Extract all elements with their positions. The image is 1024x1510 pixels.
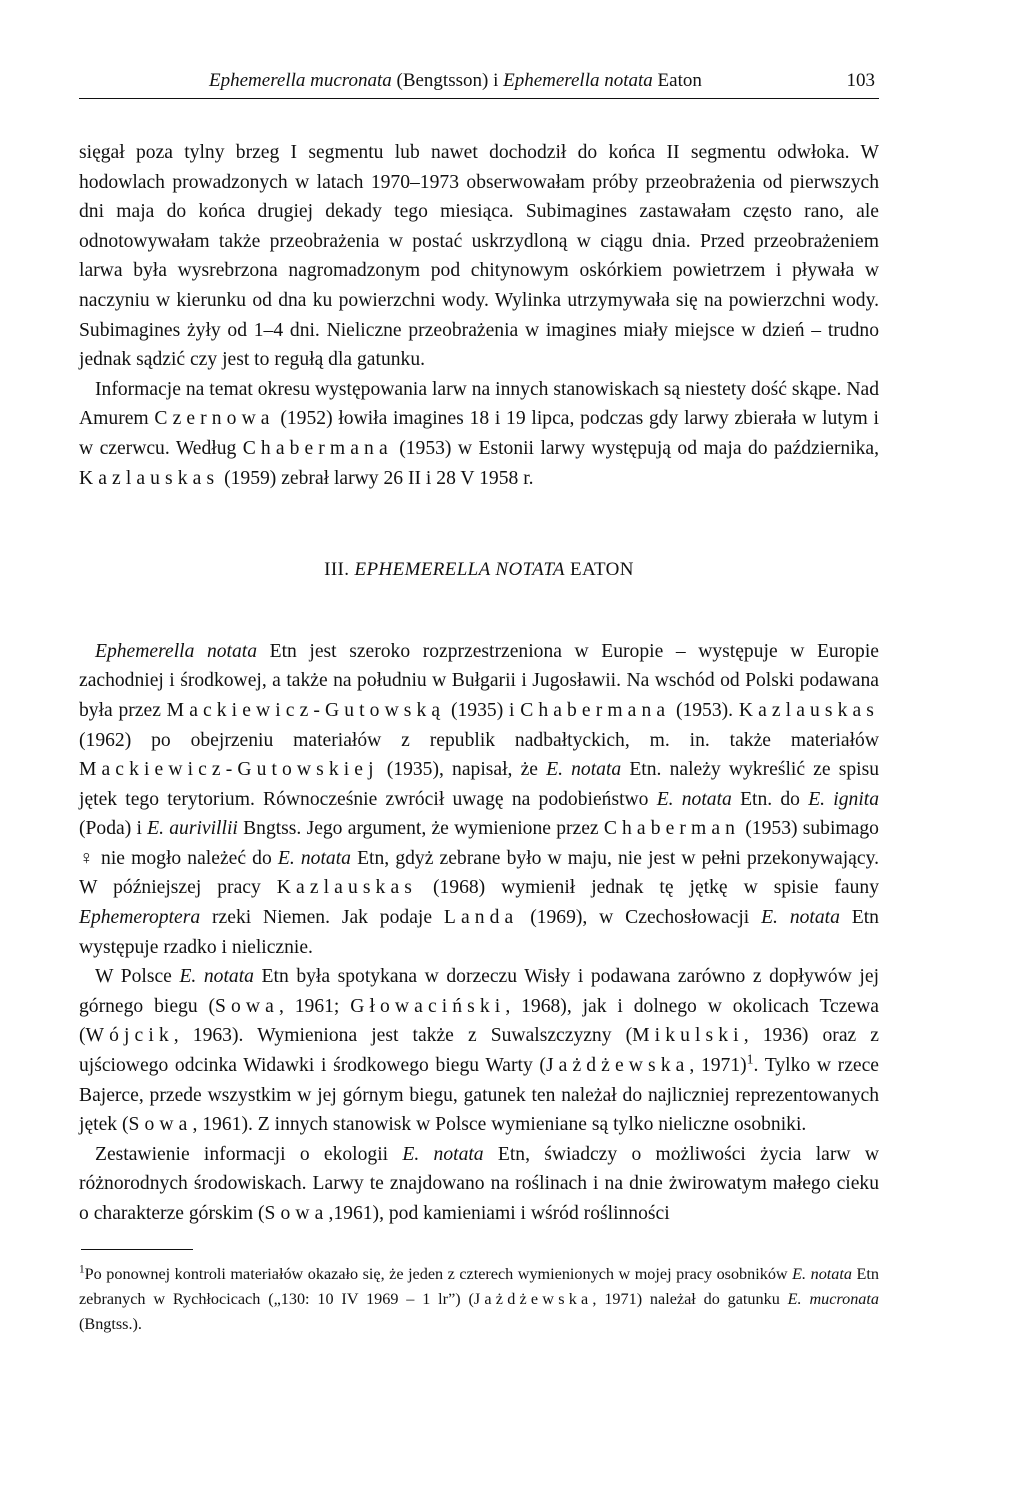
author-name: Wójcik — [85, 1025, 174, 1047]
paragraph-ecology: Zestawienie informacji o ekologii E. notata Etn, świadczy o możliwości życia larw w różnorodnych środowiskach. Larwy te znajdowano na roślinach i na dnie żwirowatym małego cieku o charakterze górskim (Sowa,1961), pod kamieniami i wśród roślinności — [79, 1143, 879, 1224]
author-name: Kazlauskas — [276, 877, 417, 899]
body-text — [79, 138, 879, 1229]
footnote-mark: 1 — [79, 1263, 85, 1276]
author-name: Jażdżewska — [545, 1055, 690, 1077]
author-name: Chaberman — [603, 818, 741, 840]
species-author: Eaton — [657, 70, 702, 91]
author-name: Sowa — [128, 1114, 193, 1136]
paragraph-continued: sięgał poza tylny brzeg I segmentu lub nawet dochodził do końca II segmentu odwłoka. W hodowlach prowadzonych w latach 1970–1973 obserwowałam próby przeobrażenia od pierwszych dni maja do końca drugiej dekady tego miesiąca. Subimagines zastawałam często rano, ale odnotowywałam także przeobrażenia w postać uskrzydloną w ciągu dnia. Przed przeobrażeniem larwa była wysrebrzona nagromadzonym pod chitynowym oskórkiem powietrzem i pływała w naczyniu w kierunku od dna ku powierzchni wody. Wylinka utrzymywała się na powierzchni wody. Subimagines żyły od 1–4 dni. Nieliczne przeobrażenia w imagines miały miejsce w dzień – trudno jednak sądzić czy jest to regułą dla gatunku. — [79, 142, 879, 371]
author-name: Chabermana — [242, 437, 393, 459]
author-name: Chabermana — [520, 699, 671, 721]
page-number: 103 — [846, 70, 875, 91]
footnote-rule — [81, 1249, 193, 1250]
author-name: Kazlauskas — [738, 699, 880, 721]
footnote-reference: 1 — [746, 1051, 754, 1067]
genus-name: Ephemerella — [209, 70, 306, 91]
header-rule — [79, 98, 879, 99]
paragraph-occurrence: Informacje na temat okresu występowania larw na innych stanowiskach są niestety dość skąpe. Nad Amurem Czernowa (1952) łowiła imagines 18 i 19 lipca, podczas gdy larwy zbierała w lutym i w czerwcu. Według Chabermana (1953) w Estonii larwy występują od maja do października, Kazlauskas (1959) zebrał larwy 26 II i 28 V 1958 r. — [79, 378, 879, 489]
author-name: Mikulski — [632, 1025, 744, 1047]
paragraph-distribution: Ephemerella notata Etn jest szeroko rozprzestrzeniona w Europie – występuje w Europie zachodniej i środkowej, a także na południu w Bułgarii i Jugosławii. Na wschód od Polski podawana była przez Mackiewicz-Gutowską (1935) i Chabermana (1953). Kazlauskas (1962) po obejrzeniu materiałów z republik nadbałtyckich, m. in. także materiałów Mackiewicz-Gutowskiej (1935), napisał, że E. notata Etn. należy wykreślić ze spisu jętek tego terytorium. Równocześnie zwrócił uwagę na podobieństwo E. notata Etn. do E. ignita (Poda) i E. aurivillii Bngtss. Jego argument, że wymienione przez Chaberman (1953) subimago ♀ nie mogło należeć do E. notata Etn, gdyż zebrane było w maju, nie jest w pełni przekonywający. W późniejszej pracy Kazlauskas (1968) wymienił jednak tę jętkę w spisie fauny Ephemeroptera rzeki Niemen. Jak podaje Landa (1969), w Czechosłowacji E. notata Etn występuje rzadko i nielicznie. — [79, 640, 880, 958]
species-name: mucronata — [310, 70, 392, 91]
author-name: Głowaciński — [350, 995, 506, 1017]
author-name: Mackiewicz-Gutowską — [166, 699, 446, 721]
author-name: Czernowa — [154, 408, 275, 430]
page-header — [79, 70, 879, 100]
author-name: Sowa — [264, 1203, 329, 1224]
author-name: Sowa — [215, 995, 279, 1017]
genus-name: Ephemerella — [503, 70, 600, 91]
running-title — [209, 70, 702, 92]
footnote: $^1$Po ponownej kontroli materiałów okazało się, że jeden z czterech wymienionych w mojej pracy osobników E. notata Etn zebranych w Rychłocicach („130: 10 IV 1969 – 1 lr”) (Jażdżewska, 1971) należał do gatunku E. mucronata (Bngtss.). — [79, 1263, 879, 1333]
conjunction: i — [493, 70, 499, 91]
species-name: notata — [604, 70, 653, 91]
footnotes — [79, 1262, 879, 1337]
author-name: Landa — [443, 907, 519, 929]
author-name: Jażdżewska — [473, 1289, 593, 1308]
section-author: EATON — [570, 559, 634, 581]
page — [79, 70, 879, 1337]
section-number: III. — [324, 559, 350, 581]
section-heading — [79, 555, 879, 585]
paragraph-poland: W Polsce E. notata Etn była spotykana w dorzeczu Wisły i podawana zarówno z dopływów jej górnego biegu (Sowa, 1961; Głowaciński, 1968), jak i dolnego w okolicach Tczewa (Wójcik, 1963). Wymieniona jest także z Suwalszczyzny (Mikulski, 1936) oraz z ujściowego odcinka Widawki i środkowego biegu Warty (Jażdżewska, 1971)$^1$. Tylko w rzece Bajerce, przede wszystkim w jej górnym biegu, gatunek ten należał do najliczniej reprezentowanych jętek (Sowa, 1961). Z innych stanowisk w Polsce wymieniane są tylko nieliczne osobniki. — [79, 966, 880, 1136]
species-author: (Bengtsson) — [396, 70, 489, 91]
author-name: Mackiewicz-Gutowskiej — [79, 759, 379, 781]
section-title: EPHEMERELLA NOTATA — [354, 559, 565, 581]
author-name: Kazlauskas — [79, 467, 220, 489]
